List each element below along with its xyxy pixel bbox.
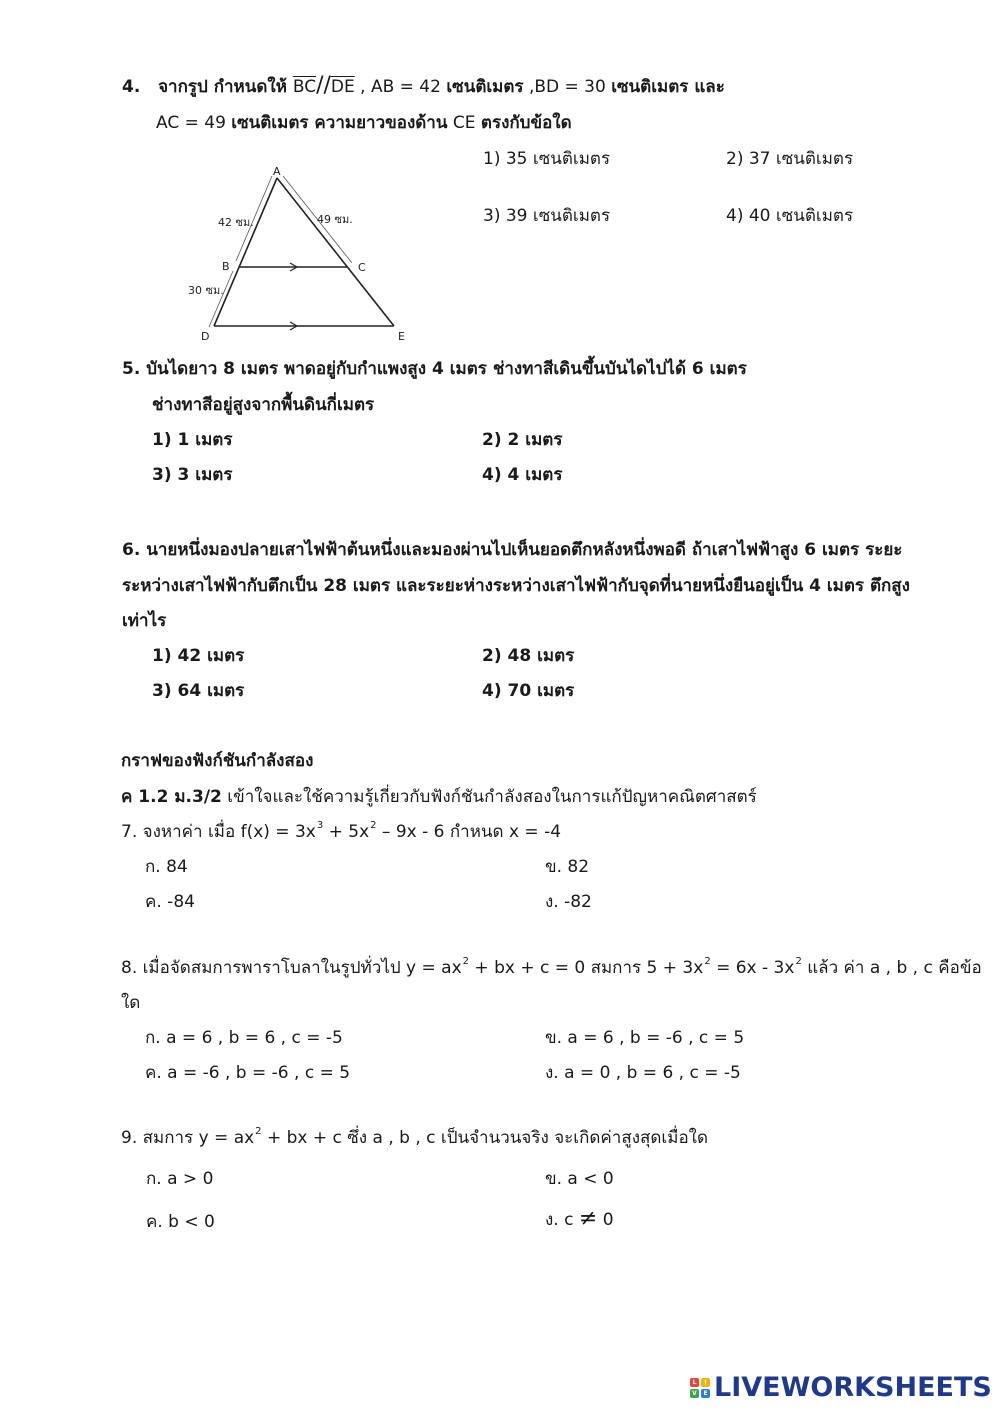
q7-option-3[interactable]: ค. -84: [145, 892, 195, 912]
q7-part-a: 7. จงหาค่า เมื่อ f(x) = 3x: [121, 822, 316, 842]
logo-letter: L: [690, 1378, 699, 1387]
q4-option-1[interactable]: 1) 35 เซนติเมตร: [483, 149, 611, 169]
segment-bc: $\overline{BC}$: [292, 77, 317, 97]
q8-exp-3: 2: [795, 956, 802, 967]
q8-option-2[interactable]: ข. a = 6 , b = -6 , c = 5: [545, 1028, 745, 1048]
standard-line: [121, 783, 757, 810]
q6-option-1[interactable]: 1) 42 เมตร: [152, 646, 245, 666]
q4-text: จากรูป กำหนดให้: [158, 77, 293, 97]
q9-option-4[interactable]: [545, 1206, 614, 1233]
q6-option-4[interactable]: 4) 70 เมตร: [482, 681, 575, 701]
q4-line1: [122, 73, 725, 100]
dimension-bd: [209, 271, 233, 327]
parallel-symbol: //: [316, 73, 331, 98]
q8-exp-2: 2: [704, 956, 711, 967]
q8-part-a: 8. เมื่อจัดสมการพาราโบลาในรูปทั่วไป y = ax: [121, 958, 462, 978]
label-e: E: [398, 330, 405, 343]
q7-option-1[interactable]: ก. 84: [145, 857, 188, 877]
q8-option-3[interactable]: ค. a = -6 , b = -6 , c = 5: [145, 1063, 351, 1083]
logo-letter: I: [701, 1378, 710, 1387]
q9-option-1[interactable]: ก. a > 0: [146, 1169, 214, 1189]
q9-exp-1: 2: [255, 1126, 262, 1137]
q7-part-b: + 5x: [323, 822, 370, 842]
label-ac-length: 49 ซม.: [317, 213, 353, 226]
logo-letter: V: [690, 1389, 699, 1398]
liveworksheets-logo: [690, 1372, 992, 1403]
side-ad: [214, 178, 277, 326]
q4-question: ตรงกับข้อใด: [480, 113, 572, 133]
q4-ac: AC = 49: [156, 113, 232, 133]
logo-text: LIVEWORKSHEETS: [714, 1372, 992, 1403]
q6-line3: เท่าไร: [122, 611, 167, 631]
label-b: B: [222, 260, 230, 273]
q6-option-3[interactable]: 3) 64 เมตร: [152, 681, 245, 701]
q9-option-2[interactable]: ข. a < 0: [545, 1169, 614, 1189]
q4-ce: CE: [447, 113, 481, 133]
q4-line2: [156, 109, 572, 136]
q5-option-3[interactable]: 3) 3 เมตร: [152, 465, 233, 485]
q5-option-1[interactable]: 1) 1 เมตร: [152, 430, 233, 450]
q8-option-1[interactable]: ก. a = 6 , b = 6 , c = -5: [145, 1028, 343, 1048]
q4-cm2: เซนติเมตร และ: [611, 77, 725, 97]
q4-ab: , AB = 42: [354, 77, 447, 97]
q8-option-4[interactable]: ง. a = 0 , b = 6 , c = -5: [545, 1063, 741, 1083]
logo-mark-icon: [690, 1378, 710, 1398]
q8-line2: ใด: [121, 993, 141, 1013]
q4-bd: ,BD = 30: [523, 77, 612, 97]
side-ae: [277, 178, 394, 326]
q7-part-c: – 9x - 6 กำหนด x = -4: [376, 822, 562, 842]
q9-opt4-suffix: 0: [597, 1210, 614, 1230]
q9-part-b: + bx + c ซึ่ง a , b , c เป็นจำนวนจริง จะเกิดค่าสูงสุดเมื่อใด: [261, 1128, 709, 1148]
q9-part-a: 9. สมการ y = ax: [121, 1128, 255, 1148]
q4-cm1: เซนติเมตร: [446, 77, 524, 97]
q8-part-b: + bx + c = 0 สมการ 5 + 3x: [469, 958, 704, 978]
q5-line1: 5. บันไดยาว 8 เมตร พาดอยู่กับกำแพงสูง 4 เมตร ช่างทาสีเดินขึ้นบันไดไปได้ 6 เมตร: [122, 359, 747, 379]
q4-option-3[interactable]: 3) 39 เซนติเมตร: [483, 206, 611, 226]
q7-option-4[interactable]: ง. -82: [545, 892, 592, 912]
q6-option-2[interactable]: 2) 48 เมตร: [482, 646, 575, 666]
q8-question: [121, 954, 982, 981]
q9-question: [121, 1124, 708, 1151]
q5-line2: ช่างทาสีอยู่สูงจากพื้นดินกี่เมตร: [152, 395, 375, 415]
q4-cm3: เซนติเมตร ความยาวของด้าน: [231, 113, 448, 133]
standard-text: เข้าใจและใช้ความรู้เกี่ยวกับฟังก์ชันกำลังสองในการแก้ปัญหาคณิตศาสตร์: [221, 787, 757, 807]
segment-de: $\overline{DE}$: [330, 77, 355, 97]
q8-part-c: = 6x - 3x: [710, 958, 795, 978]
section-title: กราฟของฟังก์ชันกำลังสอง: [121, 751, 314, 771]
q7-exp-1: 3: [316, 820, 324, 831]
q4-number: 4.: [122, 77, 141, 97]
label-d: D: [201, 330, 210, 343]
not-equal-symbol: ≠: [578, 1206, 598, 1231]
q8-exp-1: 2: [462, 956, 470, 967]
standard-code: ค 1.2 ม.3/2: [121, 787, 222, 807]
logo-letter: E: [701, 1389, 710, 1398]
label-bd-length: 30 ซม.: [188, 284, 224, 297]
label-ab-length: 42 ซม.: [218, 216, 254, 229]
triangle-figure: [180, 160, 420, 350]
q7-exp-2: 2: [370, 820, 377, 831]
q7-option-2[interactable]: ข. 82: [545, 857, 590, 877]
q7-question: [121, 818, 561, 845]
q4-option-2[interactable]: 2) 37 เซนติเมตร: [726, 149, 854, 169]
q6-line2: ระหว่างเสาไฟฟ้ากับตึกเป็น 28 เมตร และระยะห่างระหว่างเสาไฟฟ้ากับจุดที่นายหนึ่งยืนอยู่เป็น 4 เมตร ตึกสูง: [122, 576, 910, 596]
q4-option-4[interactable]: 4) 40 เซนติเมตร: [726, 206, 854, 226]
q9-option-3[interactable]: ค. b < 0: [146, 1212, 215, 1232]
label-a: A: [273, 165, 281, 178]
q8-part-d: แล้ว ค่า a , b , c คือข้อ: [801, 958, 982, 978]
q5-option-2[interactable]: 2) 2 เมตร: [482, 430, 563, 450]
label-c: C: [358, 261, 366, 274]
q5-option-4[interactable]: 4) 4 เมตร: [482, 465, 563, 485]
q6-line1: 6. นายหนึ่งมองปลายเสาไฟฟ้าต้นหนึ่งและมองผ่านไปเห็นยอดตึกหลังหนึ่งพอดี ถ้าเสาไฟฟ้าสูง 6 เมตร ระยะ: [122, 540, 903, 560]
q9-opt4-prefix: ง. c: [545, 1210, 579, 1230]
